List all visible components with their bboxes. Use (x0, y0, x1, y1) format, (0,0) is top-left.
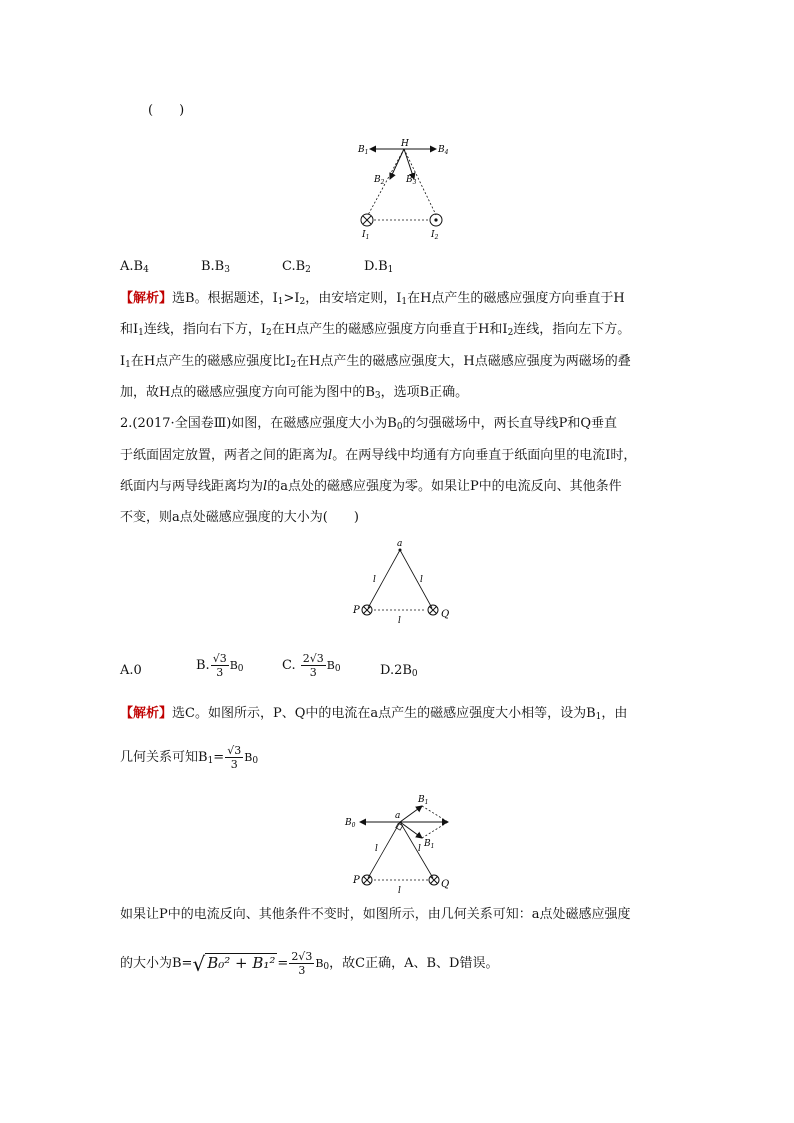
q2-fig2-l-left: l (375, 844, 378, 854)
q2-fig2-B0: $B_0$ (345, 818, 356, 829)
q2-fig2-B1-top: $B_1$ (418, 795, 429, 806)
q2-analysis-line-2: 几何关系可知$B_1=$ $\frac{√3}{3}$ $B_0$ (120, 744, 259, 771)
q1-fig-B2: $B_2$ (374, 175, 385, 186)
q2-fig2-B1-bottom: $B_1$ (424, 839, 435, 850)
q2-figure (340, 538, 460, 628)
q2-analysis-line-3: 如果让P中的电流反向、其他条件不变时，如图所示，由几何关系可知：a点处磁感应强度 (120, 907, 631, 922)
q2-option-b: B. $\frac{√3}{3}$ $B_0$ (196, 652, 244, 679)
q2-fig2-a: a (395, 811, 401, 821)
q2-option-d: $D.2B_0$ (380, 663, 418, 679)
q1-analysis-line-3: $I_1$在H点产生的磁感应强度比$I_2$在H点产生的磁感应强度大，H点磁感应强度为两磁场的叠 (120, 354, 631, 370)
q1-fig-B4: $B_4$ (438, 145, 449, 156)
q2-fig-l-right: l (420, 575, 423, 585)
q2-fig-l-left: l (373, 575, 376, 585)
q1-fig-I1: $I_1$ (362, 230, 370, 241)
q1-fig-I2: $I_2$ (431, 230, 439, 241)
q1-option-b: $B.B_3$ (201, 259, 230, 275)
q2-fig-l-bottom: l (398, 616, 401, 626)
q2-analysis-line-4: 的大小为B=√ B₀² + B₁² = $\frac{2√3}{3}$ $B_0$，故C正确，A、B、D错误。 (120, 950, 499, 977)
q2-fig-P: P (353, 605, 360, 616)
q1-figure (352, 135, 462, 245)
q2-fig-Q: Q (441, 609, 450, 620)
q2-fig2-P: P (353, 875, 360, 886)
q2-fig-a: a (397, 539, 403, 549)
q1-option-d: $D.B_1$ (364, 259, 394, 275)
q1-fig-H: H (401, 139, 409, 149)
q2-stem-line-2: 于纸面固定放置，两者之间的距离为l。在两导线中均通有方向垂直于纸面向里的电流I时， (120, 448, 637, 463)
q1-analysis-line-2: 和$I_1$连线，指向右下方，$I_2$在H点产生的磁感应强度方向垂直于H和$I_2$连线，指向左下方。 (120, 322, 631, 338)
q2-option-a: A.0 (120, 663, 142, 678)
q1-fig-B1: $B_1$ (358, 145, 369, 156)
q2-option-c: C. $\frac{2√3}{3}$ $B_0$ (282, 652, 341, 679)
sqrt-expression: √ B₀² + B₁² (192, 951, 276, 976)
q2-stem-line-4: 不变，则a点处磁感应强度的大小为( ) (120, 510, 359, 525)
q2-fig2-l-bottom: l (398, 886, 401, 896)
q2-analysis-line-1: 【解析】选C。如图所示，P、Q中的电流在a点产生的磁感应强度大小相等，设为$B_1$，由 (120, 706, 628, 722)
analysis-label-2: 【解析】 (120, 706, 173, 721)
q1-analysis-line-1: 【解析】选B。根据题述，$I_1>I_2$，由安培定则，$I_1$在H点产生的磁感应强度方向垂直于H (120, 291, 625, 307)
analysis-label: 【解析】 (120, 291, 173, 306)
q2-stem-line-3: 纸面内与两导线距离均为l的a点处的磁感应强度为零。如果让P中的电流反向、其他条件 (120, 479, 622, 494)
q1-analysis-line-4: 加，故H点的磁感应强度方向可能为图中的$B_3$，选项B正确。 (120, 385, 469, 401)
q1-option-c: $C.B_2$ (282, 259, 311, 275)
q2-fig2-l-right: l (418, 844, 421, 854)
q2-analysis-figure (338, 788, 468, 898)
q2-fig2-Q: Q (441, 879, 450, 890)
q1-option-a: $A.B_4$ (120, 259, 149, 275)
q1-paren: ( ) (148, 103, 185, 118)
q1-fig-B3: $B_3$ (406, 175, 417, 186)
q2-stem-line-1: 2.(2017·全国卷Ⅲ)如图，在磁感应强度大小为$B_0$的匀强磁场中，两长直导线P和Q垂直 (120, 416, 617, 432)
